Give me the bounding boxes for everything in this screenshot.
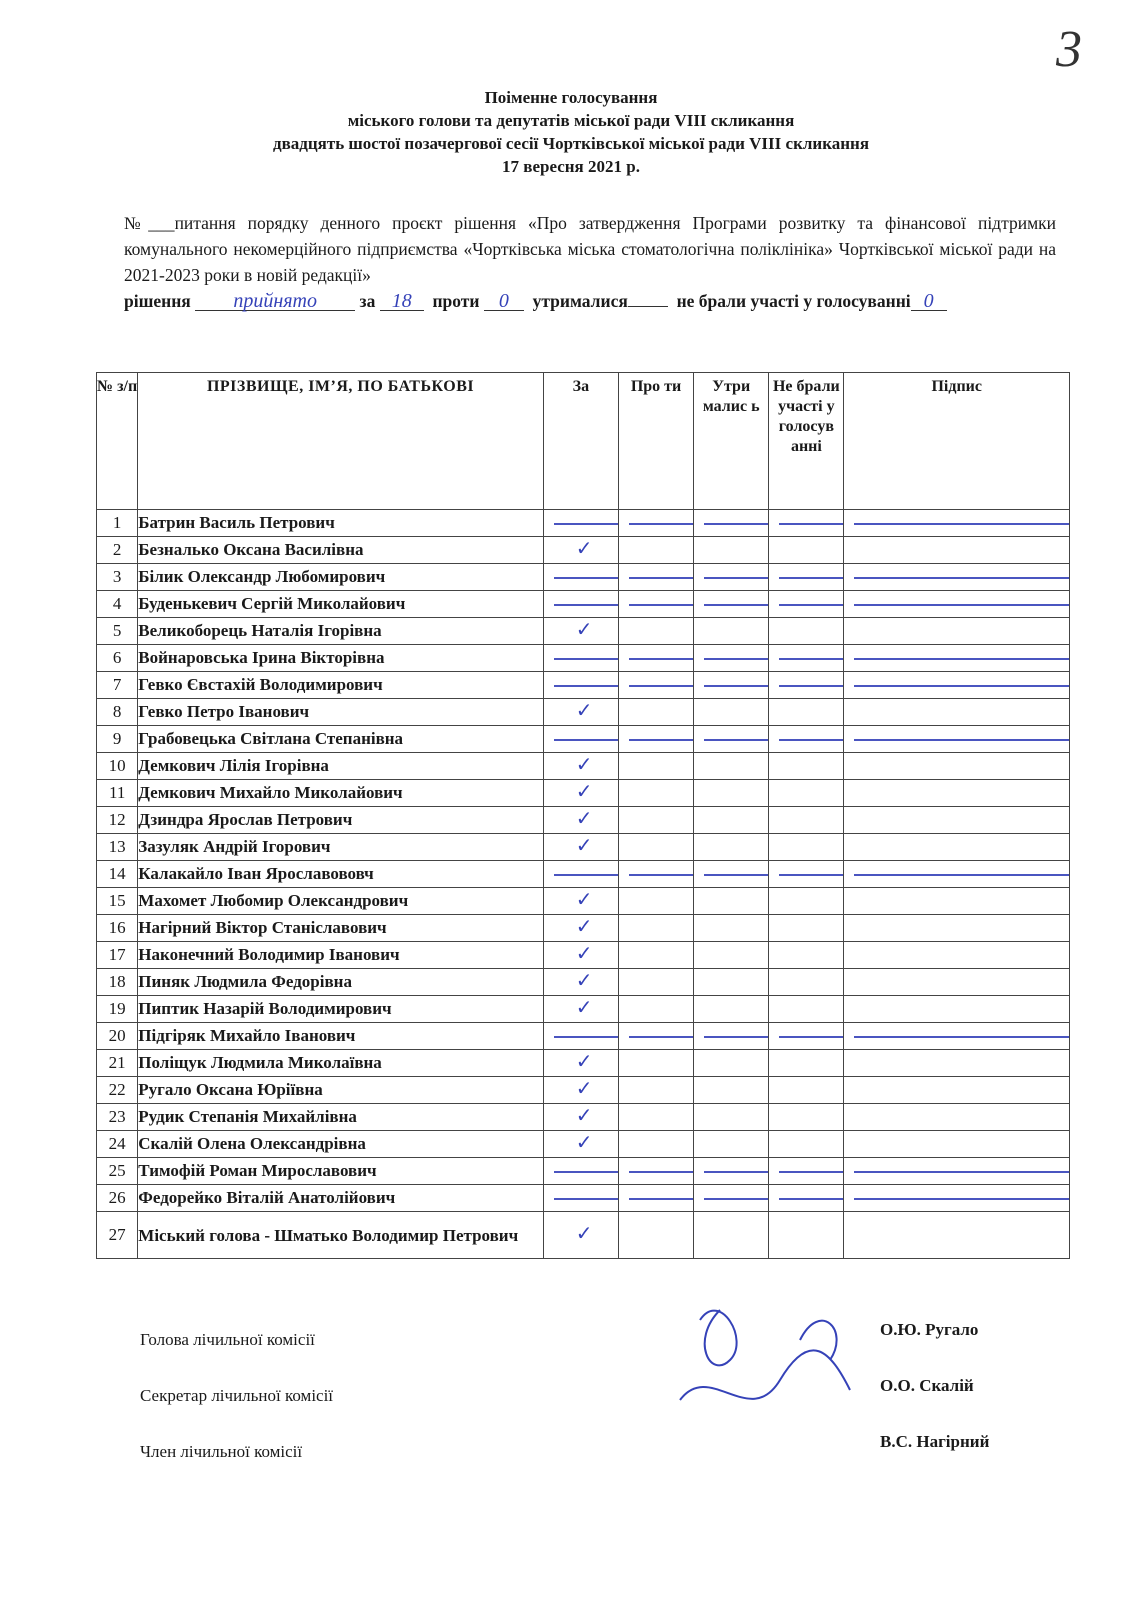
table-row	[97, 1077, 1070, 1104]
vote-for-cell	[543, 1131, 618, 1158]
member-name: Махомет Любомир Олександрович	[138, 888, 544, 915]
col-header-abstained: Утри малис ь	[694, 373, 769, 510]
commission-row	[140, 1320, 1040, 1376]
row-number: 12	[97, 807, 138, 834]
checkmark-icon: ✓	[575, 538, 593, 560]
vote-not-participated-cell	[769, 969, 844, 996]
signature-cell	[844, 1077, 1070, 1104]
vote-abstained-cell	[694, 537, 769, 564]
row-number: 25	[97, 1158, 138, 1185]
member-name: Міський голова - Шматько Володимир Петрович	[138, 1212, 544, 1259]
member-name: Демкович Михайло Миколайович	[138, 780, 544, 807]
table-row	[97, 753, 1070, 780]
member-name: Безналько Оксана Василівна	[138, 537, 544, 564]
vote-abstained-cell	[694, 1212, 769, 1259]
signature-cell	[844, 591, 1070, 618]
signature-cell	[844, 699, 1070, 726]
vote-abstained-cell	[694, 1023, 769, 1050]
vote-against-cell	[618, 618, 693, 645]
vote-not-participated-cell	[769, 672, 844, 699]
vote-not-participated-cell	[769, 780, 844, 807]
vote-against-cell	[618, 969, 693, 996]
vote-against-cell	[618, 672, 693, 699]
row-number: 7	[97, 672, 138, 699]
vote-abstained-cell	[694, 1050, 769, 1077]
table-row	[97, 672, 1070, 699]
vote-against-cell	[618, 1104, 693, 1131]
vote-against-cell	[618, 996, 693, 1023]
vote-not-participated-cell	[769, 861, 844, 888]
vote-for-cell	[543, 510, 618, 537]
for-label: за	[359, 291, 376, 311]
commission-member: О.О. Скалій	[880, 1376, 974, 1395]
against-label: проти	[432, 291, 480, 311]
table-row	[97, 915, 1070, 942]
vote-not-participated-cell	[769, 591, 844, 618]
vote-abstained-cell	[694, 942, 769, 969]
row-number: 26	[97, 1185, 138, 1212]
vote-for-cell	[543, 564, 618, 591]
vote-not-participated-cell	[769, 1104, 844, 1131]
member-name: Буденькевич Сергій Миколайович	[138, 591, 544, 618]
row-number: 5	[97, 618, 138, 645]
signature-cell	[844, 969, 1070, 996]
vote-against-cell	[618, 861, 693, 888]
commission-role: Голова лічильної комісії	[140, 1330, 315, 1349]
row-number: 21	[97, 1050, 138, 1077]
vote-abstained-cell	[694, 1131, 769, 1158]
col-header-signature: Підпис	[844, 373, 1070, 510]
row-number: 23	[97, 1104, 138, 1131]
member-name: Білик Олександр Любомирович	[138, 564, 544, 591]
commission-signatures-image	[660, 1280, 880, 1440]
table-row	[97, 996, 1070, 1023]
member-name: Гевко Петро Іванович	[138, 699, 544, 726]
not-participated-value: 0	[911, 292, 947, 311]
member-name: Батрин Василь Петрович	[138, 510, 544, 537]
vote-against-cell	[618, 834, 693, 861]
member-name: Пиняк Людмила Федорівна	[138, 969, 544, 996]
vote-against-cell	[618, 942, 693, 969]
member-name: Грабовецька Світлана Степанівна	[138, 726, 544, 753]
vote-for-cell	[543, 591, 618, 618]
row-number: 17	[97, 942, 138, 969]
vote-abstained-cell	[694, 888, 769, 915]
vote-rows	[97, 510, 1070, 1259]
vote-against-cell	[618, 1077, 693, 1104]
table-row	[97, 1131, 1070, 1158]
table-row	[97, 591, 1070, 618]
row-number: 14	[97, 861, 138, 888]
checkmark-icon: ✓	[575, 943, 593, 965]
checkmark-icon: ✓	[575, 808, 593, 830]
col-header-num: № з/п	[97, 373, 138, 510]
table-row	[97, 510, 1070, 537]
vote-against-cell	[618, 1185, 693, 1212]
vote-against-cell	[618, 1050, 693, 1077]
decision-value: прийнято	[195, 292, 355, 311]
table-row	[97, 942, 1070, 969]
vote-abstained-cell	[694, 996, 769, 1023]
vote-abstained-cell	[694, 915, 769, 942]
table-row	[97, 1104, 1070, 1131]
member-name: Демкович Лілія Ігорівна	[138, 753, 544, 780]
member-name: Зазуляк Андрій Ігорович	[138, 834, 544, 861]
vote-abstained-cell	[694, 1185, 769, 1212]
checkmark-icon: ✓	[575, 1132, 593, 1154]
signature-cell	[844, 672, 1070, 699]
member-name: Федорейко Віталій Анатолійович	[138, 1185, 544, 1212]
member-name: Поліщук Людмила Миколаївна	[138, 1050, 544, 1077]
vote-for-cell	[543, 780, 618, 807]
vote-abstained-cell	[694, 564, 769, 591]
commission-signatures	[140, 1320, 1040, 1488]
vote-against-cell	[618, 726, 693, 753]
signature-cell	[844, 996, 1070, 1023]
member-name: Скалій Олена Олександрівна	[138, 1131, 544, 1158]
vote-not-participated-cell	[769, 618, 844, 645]
signature-cell	[844, 537, 1070, 564]
vote-against-cell	[618, 591, 693, 618]
checkmark-icon: ✓	[575, 889, 593, 911]
vote-not-participated-cell	[769, 1158, 844, 1185]
vote-against-cell	[618, 537, 693, 564]
signature-cell	[844, 915, 1070, 942]
table-row	[97, 726, 1070, 753]
abstained-value	[628, 306, 668, 307]
member-name: Нагірний Віктор Станіславович	[138, 915, 544, 942]
vote-abstained-cell	[694, 510, 769, 537]
signature-cell	[844, 1023, 1070, 1050]
vote-for-cell	[543, 807, 618, 834]
row-number: 20	[97, 1023, 138, 1050]
table-row	[97, 645, 1070, 672]
commission-role: Секретар лічильної комісії	[140, 1386, 334, 1405]
member-name: Дзиндра Ярослав Петрович	[138, 807, 544, 834]
row-number: 15	[97, 888, 138, 915]
vote-abstained-cell	[694, 1077, 769, 1104]
member-name: Рудик Степанія Михайлівна	[138, 1104, 544, 1131]
member-name: Тимофій Роман Мирославович	[138, 1158, 544, 1185]
signature-cell	[844, 861, 1070, 888]
member-name: Калакайло Іван Ярославововч	[138, 861, 544, 888]
agenda-item	[124, 210, 1056, 314]
row-number: 18	[97, 969, 138, 996]
vote-not-participated-cell	[769, 942, 844, 969]
vote-not-participated-cell	[769, 1050, 844, 1077]
vote-table	[96, 372, 1070, 1259]
signature-cell	[844, 645, 1070, 672]
vote-for-cell	[543, 537, 618, 564]
header-title: Поіменне голосування	[484, 88, 658, 107]
vote-abstained-cell	[694, 834, 769, 861]
table-row	[97, 1158, 1070, 1185]
table-row	[97, 564, 1070, 591]
row-number: 2	[97, 537, 138, 564]
vote-not-participated-cell	[769, 888, 844, 915]
vote-not-participated-cell	[769, 510, 844, 537]
vote-for-cell	[543, 915, 618, 942]
signature-cell	[844, 1158, 1070, 1185]
checkmark-icon: ✓	[575, 754, 593, 776]
signature-cell	[844, 618, 1070, 645]
abstained-label: утрималися	[532, 291, 628, 311]
vote-for-cell	[543, 942, 618, 969]
row-number: 8	[97, 699, 138, 726]
vote-for-cell	[543, 888, 618, 915]
checkmark-icon: ✓	[575, 619, 593, 641]
table-row	[97, 888, 1070, 915]
table-row	[97, 969, 1070, 996]
member-name: Наконечний Володимир Іванович	[138, 942, 544, 969]
row-number: 22	[97, 1077, 138, 1104]
row-number: 3	[97, 564, 138, 591]
vote-against-cell	[618, 780, 693, 807]
vote-against-cell	[618, 1158, 693, 1185]
vote-for-cell	[543, 726, 618, 753]
vote-not-participated-cell	[769, 564, 844, 591]
vote-for-cell	[543, 618, 618, 645]
signature-cell	[844, 564, 1070, 591]
vote-abstained-cell	[694, 1158, 769, 1185]
row-number: 1	[97, 510, 138, 537]
commission-member: О.Ю. Ругало	[880, 1320, 979, 1339]
checkmark-icon: ✓	[575, 970, 593, 992]
page-number: 3	[1056, 21, 1082, 78]
signature-cell	[844, 1212, 1070, 1259]
vote-abstained-cell	[694, 591, 769, 618]
vote-not-participated-cell	[769, 537, 844, 564]
signature-cell	[844, 888, 1070, 915]
checkmark-icon: ✓	[575, 700, 593, 722]
signature-cell	[844, 753, 1070, 780]
vote-abstained-cell	[694, 618, 769, 645]
vote-not-participated-cell	[769, 996, 844, 1023]
vote-for-cell	[543, 699, 618, 726]
commission-row	[140, 1376, 1040, 1432]
vote-abstained-cell	[694, 672, 769, 699]
member-name: Пиптик Назарій Володимирович	[138, 996, 544, 1023]
checkmark-icon: ✓	[575, 1105, 593, 1127]
document-header	[0, 86, 1142, 178]
item-text: питання порядку денного проєкт рішення «Про затвердження Програми розвитку та фінансової підтримки комунального некомерційного підприємства «Чортківська міська стоматологічна поліклініка» Чортківської міської ради на 2021-2023 роки в новій редакції»	[124, 213, 1057, 285]
table-header-row	[97, 373, 1070, 510]
vote-for-cell	[543, 645, 618, 672]
col-header-for: За	[543, 373, 618, 510]
row-number: 16	[97, 915, 138, 942]
header-subtitle: міського голови та депутатів міської ради VIII скликання	[347, 111, 795, 130]
vote-for-cell	[543, 1104, 618, 1131]
row-number: 9	[97, 726, 138, 753]
vote-against-cell	[618, 1023, 693, 1050]
member-name: Ругало Оксана Юріївна	[138, 1077, 544, 1104]
vote-not-participated-cell	[769, 807, 844, 834]
vote-against-cell	[618, 888, 693, 915]
commission-row	[140, 1432, 1040, 1488]
signature-cell	[844, 1131, 1070, 1158]
signature-cell	[844, 1185, 1070, 1212]
row-number: 27	[97, 1212, 138, 1259]
col-header-against: Про ти	[618, 373, 693, 510]
row-number: 11	[97, 780, 138, 807]
vote-not-participated-cell	[769, 726, 844, 753]
against-value: 0	[484, 292, 524, 311]
vote-abstained-cell	[694, 780, 769, 807]
vote-against-cell	[618, 753, 693, 780]
vote-not-participated-cell	[769, 1185, 844, 1212]
decision-label: рішення	[124, 291, 191, 311]
table-row	[97, 807, 1070, 834]
vote-for-cell	[543, 1050, 618, 1077]
row-number: 4	[97, 591, 138, 618]
vote-not-participated-cell	[769, 753, 844, 780]
vote-for-cell	[543, 969, 618, 996]
member-name: Підгіряк Михайло Іванович	[138, 1023, 544, 1050]
vote-against-cell	[618, 645, 693, 672]
table-row	[97, 699, 1070, 726]
header-date: 17 вересня 2021 р.	[502, 157, 640, 176]
vote-against-cell	[618, 807, 693, 834]
row-number: 13	[97, 834, 138, 861]
checkmark-icon: ✓	[575, 781, 593, 803]
commission-member: В.С. Нагірний	[880, 1432, 990, 1451]
vote-against-cell	[618, 564, 693, 591]
col-header-not-participated: Не брали участі у голосув анні	[769, 373, 844, 510]
vote-abstained-cell	[694, 969, 769, 996]
vote-not-participated-cell	[769, 645, 844, 672]
vote-abstained-cell	[694, 699, 769, 726]
checkmark-icon: ✓	[575, 1078, 593, 1100]
table-row	[97, 537, 1070, 564]
vote-for-cell	[543, 996, 618, 1023]
vote-not-participated-cell	[769, 699, 844, 726]
signature-cell	[844, 1104, 1070, 1131]
signature-cell	[844, 834, 1070, 861]
vote-for-cell	[543, 1077, 618, 1104]
signature-cell	[844, 510, 1070, 537]
vote-against-cell	[618, 1131, 693, 1158]
table-row	[97, 618, 1070, 645]
vote-against-cell	[618, 510, 693, 537]
checkmark-icon: ✓	[575, 997, 593, 1019]
vote-for-cell	[543, 1158, 618, 1185]
vote-not-participated-cell	[769, 1212, 844, 1259]
vote-against-cell	[618, 1212, 693, 1259]
vote-for-cell	[543, 861, 618, 888]
row-number: 24	[97, 1131, 138, 1158]
signature-cell	[844, 726, 1070, 753]
signature-cell	[844, 942, 1070, 969]
signature-cell	[844, 780, 1070, 807]
row-number: 19	[97, 996, 138, 1023]
vote-against-cell	[618, 915, 693, 942]
vote-abstained-cell	[694, 753, 769, 780]
vote-for-cell	[543, 753, 618, 780]
table-row	[97, 780, 1070, 807]
table-row	[97, 834, 1070, 861]
vote-not-participated-cell	[769, 915, 844, 942]
table-row	[97, 1050, 1070, 1077]
vote-for-cell	[543, 834, 618, 861]
checkmark-icon: ✓	[575, 916, 593, 938]
vote-abstained-cell	[694, 1104, 769, 1131]
vote-for-cell	[543, 1212, 618, 1259]
member-name: Войнаровська Ірина Вікторівна	[138, 645, 544, 672]
row-number: 6	[97, 645, 138, 672]
table-row	[97, 861, 1070, 888]
vote-for-cell	[543, 1023, 618, 1050]
vote-not-participated-cell	[769, 1023, 844, 1050]
checkmark-icon: ✓	[575, 1051, 593, 1073]
commission-role: Член лічильної комісії	[140, 1442, 303, 1461]
not-participated-label: не брали участі у голосуванні	[676, 291, 911, 311]
vote-for-cell	[543, 1185, 618, 1212]
vote-abstained-cell	[694, 861, 769, 888]
col-header-name: ПРІЗВИЩЕ, ІМ’Я, ПО БАТЬКОВІ	[138, 373, 544, 510]
item-number: №___	[124, 213, 175, 233]
vote-not-participated-cell	[769, 1077, 844, 1104]
vote-abstained-cell	[694, 645, 769, 672]
member-name: Гевко Євстахій Володимирович	[138, 672, 544, 699]
checkmark-icon: ✓	[575, 1223, 593, 1245]
member-name: Великоборець Наталія Ігорівна	[138, 618, 544, 645]
checkmark-icon: ✓	[575, 835, 593, 857]
table-row	[97, 1185, 1070, 1212]
vote-not-participated-cell	[769, 1131, 844, 1158]
vote-not-participated-cell	[769, 834, 844, 861]
vote-abstained-cell	[694, 807, 769, 834]
signature-cell	[844, 807, 1070, 834]
vote-for-cell	[543, 672, 618, 699]
row-number: 10	[97, 753, 138, 780]
table-row	[97, 1023, 1070, 1050]
for-value: 18	[380, 292, 424, 311]
vote-against-cell	[618, 699, 693, 726]
signature-cell	[844, 1050, 1070, 1077]
header-session: двадцять шостої позачергової сесії Чортківської міської ради VIII скликання	[272, 134, 870, 153]
vote-abstained-cell	[694, 726, 769, 753]
table-row	[97, 1212, 1070, 1259]
